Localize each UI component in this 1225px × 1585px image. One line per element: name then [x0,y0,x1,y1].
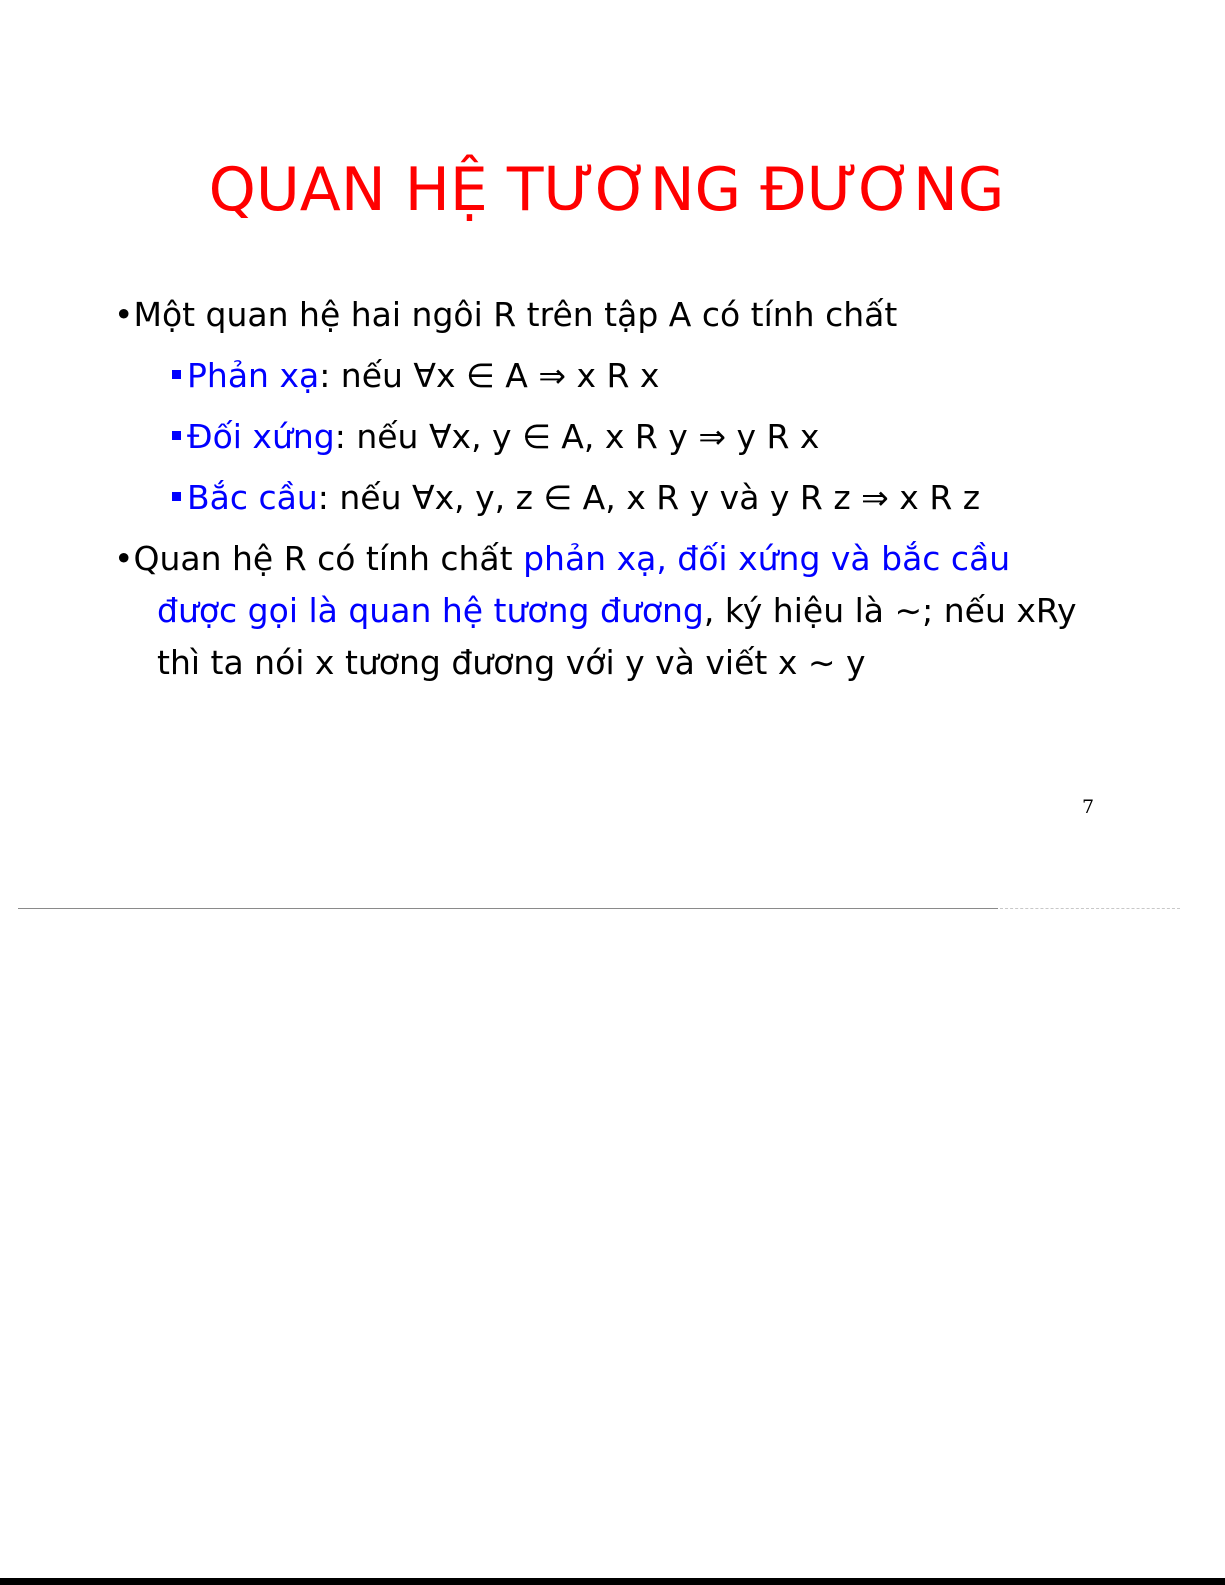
property-transitive [172,477,980,519]
bullet-1 [114,294,897,336]
property-definition: : nếu ∀x ∈ A ⇒ x R x [319,356,660,395]
property-reflexive [172,355,659,397]
property-definition: : nếu ∀x, y, z ∈ A, x R y và y R z ⇒ x R z [317,478,981,517]
square-bullet-icon [172,492,181,501]
property-definition: : nếu ∀x, y ∈ A, x R y ⇒ y R x [334,417,820,456]
page-number: 7 [1082,796,1095,818]
square-bullet-icon [172,370,181,379]
property-term: Bắc cầu [187,478,318,517]
bullet-2-highlight-1: phản xạ, đối xứng và bắc cầu [523,539,1011,578]
bullet-2-line-1 [114,538,1010,580]
property-term: Phản xạ [187,356,320,395]
property-term: Đối xứng [187,417,335,456]
bullet-2-line-3: thì ta nói x tương đương với y và viết x ∼ y [157,643,866,682]
footer-divider-dashes [1000,908,1180,909]
footer-divider [18,908,998,909]
bullet-2-highlight-2: được gọi là quan hệ tương đương [157,591,704,630]
slide-title: QUAN HỆ TƯƠNG ĐƯƠNG [208,155,1005,225]
bullet-dot: • [114,295,134,334]
bullet-1-text: Một quan hệ hai ngôi R trên tập A có tính chất [133,295,898,334]
bullet-2-pre: Quan hệ R có tính chất [133,539,524,578]
bullet-dot: • [114,539,134,578]
square-bullet-icon [172,431,181,440]
bullet-2-line-2 [157,590,1077,632]
property-symmetric [172,416,819,458]
bullet-2-post: , ký hiệu là ∼; nếu xRy [703,591,1077,630]
bottom-edge-bar [0,1578,1225,1585]
